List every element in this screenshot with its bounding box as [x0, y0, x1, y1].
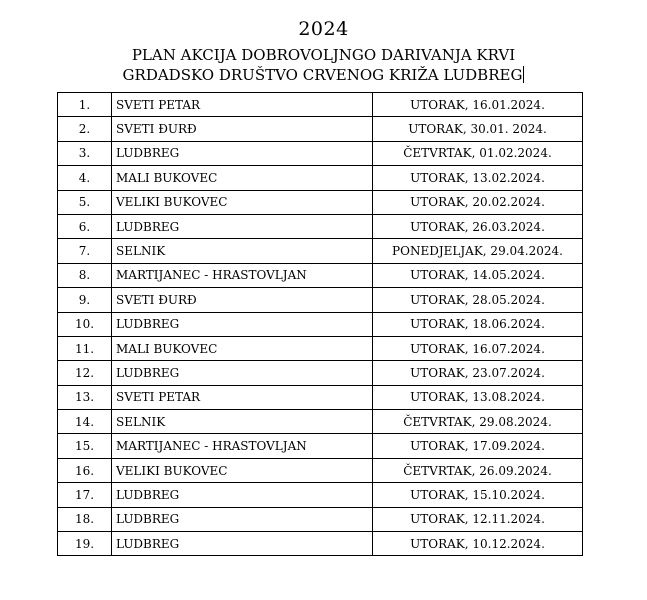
table-row [58, 458, 583, 482]
row-number: 13. [58, 385, 112, 409]
row-number: 6. [58, 214, 112, 238]
table-row [58, 190, 583, 214]
date-cell: UTORAK, 13.08.2024. [373, 385, 583, 409]
row-number: 7. [58, 239, 112, 263]
location-cell: VELIKI BUKOVEC [112, 458, 373, 482]
organization-title [0, 66, 647, 84]
date-cell: UTORAK, 14.05.2024. [373, 263, 583, 287]
location-cell: MALI BUKOVEC [112, 166, 373, 190]
date-cell: UTORAK, 26.03.2024. [373, 214, 583, 238]
location-cell: LUDBREG [112, 214, 373, 238]
row-number: 8. [58, 263, 112, 287]
table-row [58, 141, 583, 165]
table-row [58, 410, 583, 434]
table-row [58, 385, 583, 409]
text-cursor [523, 66, 524, 83]
location-cell: SVETI ĐURĐ [112, 288, 373, 312]
table-row [58, 336, 583, 360]
organization-title-text: GRDADSKO DRUŠTVO CRVENOG KRIŽA LUDBREG [122, 66, 523, 84]
row-number: 14. [58, 410, 112, 434]
date-cell: ČETVRTAK, 29.08.2024. [373, 410, 583, 434]
table-row [58, 434, 583, 458]
row-number: 9. [58, 288, 112, 312]
table-row [58, 93, 583, 117]
location-cell: SELNIK [112, 239, 373, 263]
location-cell: LUDBREG [112, 532, 373, 556]
row-number: 10. [58, 312, 112, 336]
date-cell: UTORAK, 23.07.2024. [373, 361, 583, 385]
date-cell: UTORAK, 15.10.2024. [373, 483, 583, 507]
row-number: 12. [58, 361, 112, 385]
table-row [58, 214, 583, 238]
date-cell: UTORAK, 16.01.2024. [373, 93, 583, 117]
row-number: 16. [58, 458, 112, 482]
location-cell: LUDBREG [112, 483, 373, 507]
table-row [58, 263, 583, 287]
table-row [58, 312, 583, 336]
schedule-table-body [58, 93, 583, 556]
row-number: 18. [58, 507, 112, 531]
table-row [58, 483, 583, 507]
location-cell: SVETI ĐURĐ [112, 117, 373, 141]
row-number: 3. [58, 141, 112, 165]
location-cell: SVETI PETAR [112, 93, 373, 117]
date-cell: ČETVRTAK, 01.02.2024. [373, 141, 583, 165]
location-cell: SELNIK [112, 410, 373, 434]
year-heading: 2024 [298, 18, 349, 40]
table-row [58, 239, 583, 263]
date-cell: UTORAK, 18.06.2024. [373, 312, 583, 336]
row-number: 2. [58, 117, 112, 141]
row-number: 5. [58, 190, 112, 214]
date-cell: UTORAK, 30.01. 2024. [373, 117, 583, 141]
location-cell: LUDBREG [112, 507, 373, 531]
date-cell: UTORAK, 10.12.2024. [373, 532, 583, 556]
row-number: 11. [58, 336, 112, 360]
location-cell: LUDBREG [112, 141, 373, 165]
table-row [58, 288, 583, 312]
location-cell: LUDBREG [112, 361, 373, 385]
table-row [58, 361, 583, 385]
location-cell: SVETI PETAR [112, 385, 373, 409]
row-number: 15. [58, 434, 112, 458]
table-row [58, 117, 583, 141]
plan-title: PLAN AKCIJA DOBROVOLJNGO DARIVANJA KRVI [131, 46, 516, 64]
row-number: 17. [58, 483, 112, 507]
date-cell: UTORAK, 12.11.2024. [373, 507, 583, 531]
date-cell: UTORAK, 13.02.2024. [373, 166, 583, 190]
row-number: 1. [58, 93, 112, 117]
schedule-table [57, 92, 583, 556]
location-cell: MALI BUKOVEC [112, 336, 373, 360]
date-cell: UTORAK, 20.02.2024. [373, 190, 583, 214]
row-number: 19. [58, 532, 112, 556]
location-cell: MARTIJANEC - HRASTOVLJAN [112, 434, 373, 458]
date-cell: UTORAK, 17.09.2024. [373, 434, 583, 458]
table-row [58, 507, 583, 531]
date-cell: UTORAK, 28.05.2024. [373, 288, 583, 312]
date-cell: UTORAK, 16.07.2024. [373, 336, 583, 360]
date-cell: PONEDJELJAK, 29.04.2024. [373, 239, 583, 263]
location-cell: MARTIJANEC - HRASTOVLJAN [112, 263, 373, 287]
location-cell: LUDBREG [112, 312, 373, 336]
row-number: 4. [58, 166, 112, 190]
table-row [58, 532, 583, 556]
location-cell: VELIKI BUKOVEC [112, 190, 373, 214]
date-cell: ČETVRTAK, 26.09.2024. [373, 458, 583, 482]
table-row [58, 166, 583, 190]
